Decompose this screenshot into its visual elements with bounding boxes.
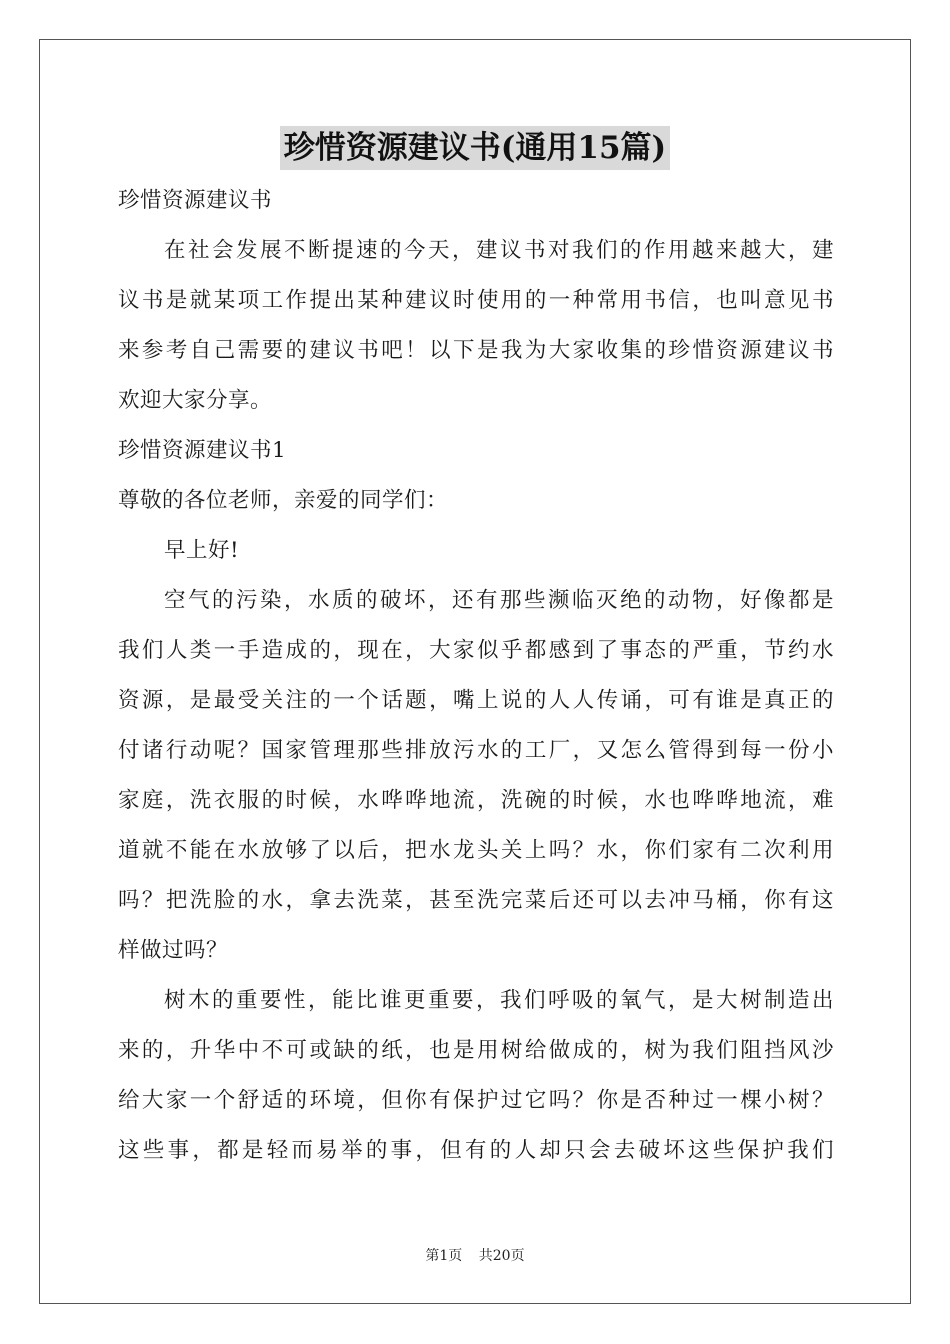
text-line: 付诸行动呢？国家管理那些排放污水的工厂，又怎么管得到每一份小 xyxy=(118,738,834,763)
text-line: 吗？把洗脸的水，拿去洗菜，甚至洗完菜后还可以去冲马桶，你有这 xyxy=(118,888,834,913)
text-line: 给大家一个舒适的环境，但你有保护过它吗？你是否种过一棵小树？ xyxy=(118,1088,834,1113)
text-line: 早上好! xyxy=(164,538,240,563)
text-line: 空气的污染，水质的破坏，还有那些濒临灭绝的动物，好像都是 xyxy=(164,588,834,613)
text-line: 在社会发展不断提速的今天，建议书对我们的作用越来越大，建 xyxy=(164,238,834,263)
document-title: 珍惜资源建议书(通用15篇) xyxy=(280,126,670,170)
text-line: 树木的重要性，能比谁更重要，我们呼吸的氧气，是大树制造出 xyxy=(164,988,834,1013)
text-line: 道就不能在水放够了以后，把水龙头关上吗？水，你们家有二次利用 xyxy=(118,838,834,863)
text-line: 珍惜资源建议书1 xyxy=(118,438,287,463)
page-number: 第1页 xyxy=(425,1248,463,1264)
text-line: 资源，是最受关注的一个话题，嘴上说的人人传诵，可有谁是真正的 xyxy=(118,688,834,713)
text-line: 家庭，洗衣服的时候，水哗哗地流，洗碗的时候，水也哗哗地流，难 xyxy=(118,788,834,813)
text-line: 我们人类一手造成的，现在，大家似乎都感到了事态的严重，节约水 xyxy=(118,638,834,663)
page-footer xyxy=(0,1246,950,1266)
title-container xyxy=(0,126,950,170)
page-total: 共20页 xyxy=(478,1248,525,1264)
text-line: 来的，升华中不可或缺的纸，也是用树给做成的，树为我们阻挡风沙 xyxy=(118,1038,834,1063)
document-body xyxy=(118,176,834,1176)
text-line: 来参考自己需要的建议书吧！以下是我为大家收集的珍惜资源建议书 xyxy=(118,338,834,363)
text-line: 议书是就某项工作提出某种建议时使用的一种常用书信，也叫意见书 xyxy=(118,288,834,313)
text-line: 样做过吗？ xyxy=(118,938,229,963)
text-line: 尊敬的各位老师，亲爱的同学们： xyxy=(118,488,449,513)
text-line: 欢迎大家分享。 xyxy=(118,388,273,413)
text-line: 这些事，都是轻而易举的事，但有的人却只会去破坏这些保护我们 xyxy=(118,1138,834,1163)
text-line: 珍惜资源建议书 xyxy=(118,188,273,213)
